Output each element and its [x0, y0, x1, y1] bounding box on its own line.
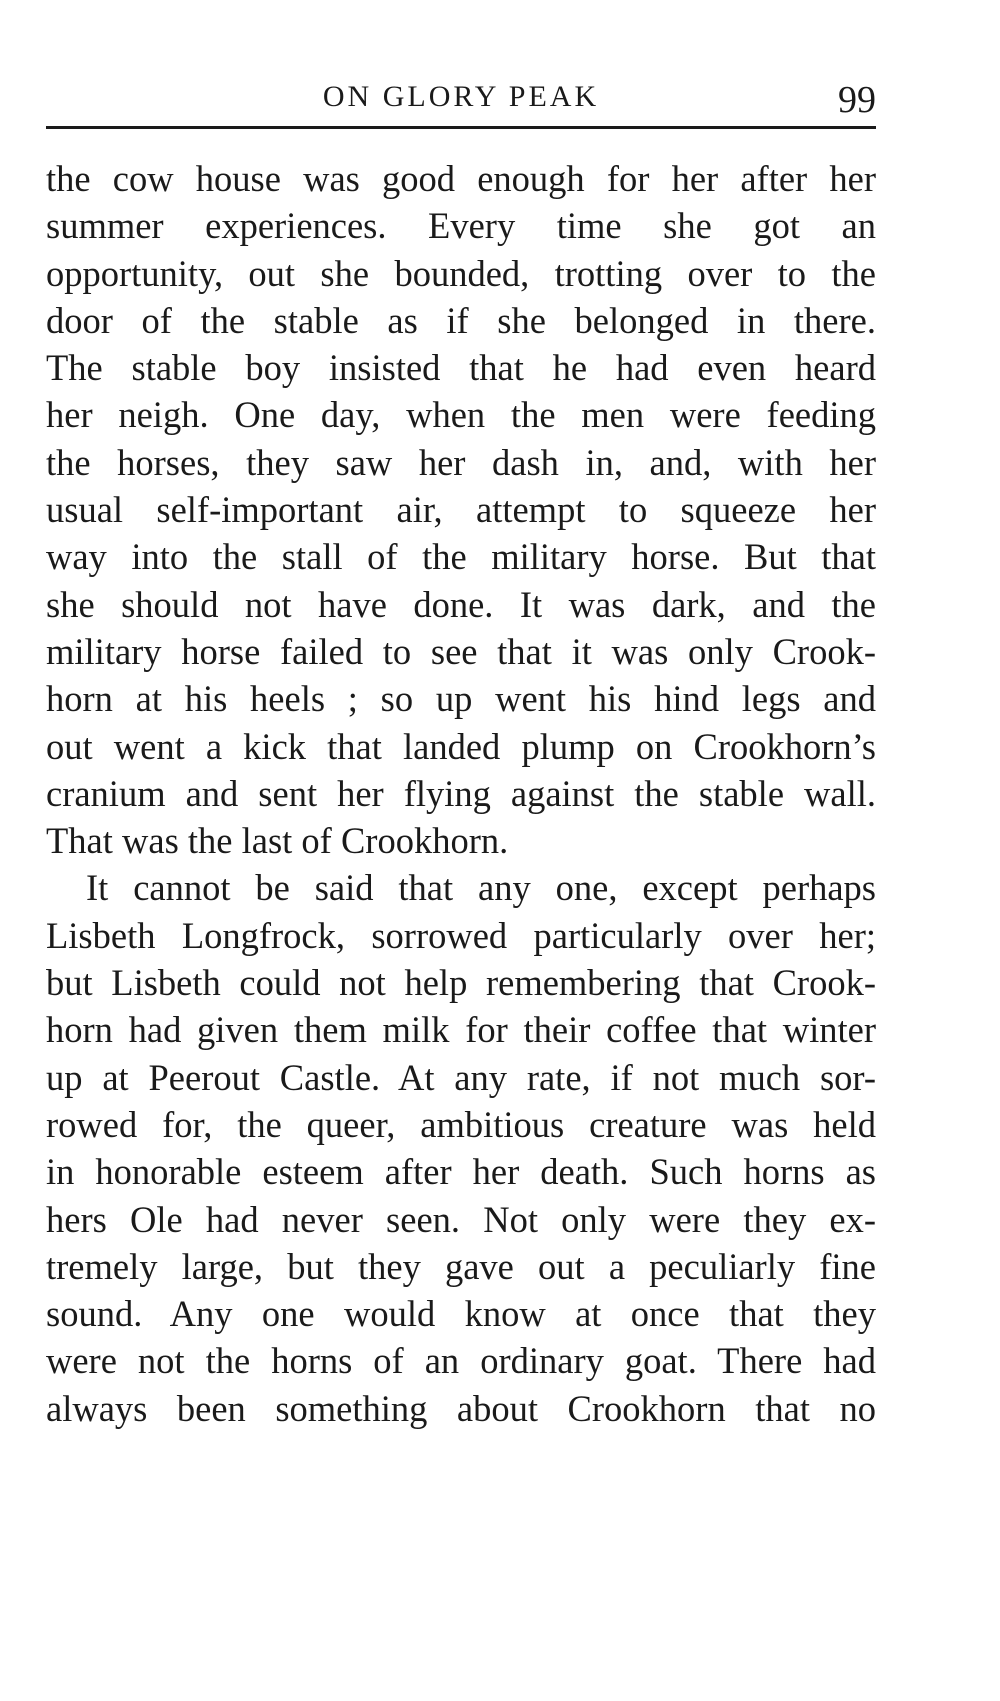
paragraph-1 [46, 155, 876, 864]
text-line: horn had given them milk for their coffee that winter [46, 1009, 876, 1051]
text-line: usual self-important air, attempt to squeeze her [46, 489, 876, 531]
text-line: That was the last of Crookhorn. [46, 820, 509, 862]
text-line: out went a kick that landed plump on Crookhorn’s [46, 725, 876, 767]
text-line: way into the stall of the military horse. But that [46, 536, 876, 578]
body-text [46, 155, 876, 1432]
text-line: military horse failed to see that it was only Crook- [46, 630, 876, 672]
text-line: tremely large, but they gave out a peculiarly fine [46, 1245, 876, 1287]
text-line: up at Peerout Castle. At any rate, if not much sor- [46, 1056, 876, 1098]
text-line: summer experiences. Every time she got an [46, 205, 876, 247]
text-line: rowed for, the queer, ambitious creature was held [46, 1103, 876, 1145]
text-line: the cow house was good enough for her after her [46, 158, 876, 199]
text-line: always been something about Crookhorn that no [46, 1387, 876, 1429]
text-line: door of the stable as if she belonged in there. [46, 299, 876, 341]
book-page [46, 60, 876, 1432]
text-line: the horses, they saw her dash in, and, with her [46, 441, 876, 483]
page-number: 99 [838, 79, 876, 121]
text-line: were not the horns of an ordinary goat. There had [46, 1340, 876, 1382]
text-line: Lisbeth Longfrock, sorrowed particularly over her; [46, 914, 876, 956]
text-line: opportunity, out she bounded, trotting over to the [46, 252, 876, 294]
text-line: she should not have done. It was dark, and the [46, 583, 876, 625]
running-title: ON GLORY PEAK [322, 80, 600, 113]
text-line: horn at his heels ; so up went his hind legs and [46, 678, 876, 720]
text-line: but Lisbeth could not help remembering that Crook- [46, 962, 876, 1004]
text-line: The stable boy insisted that he had even heard [46, 347, 876, 389]
text-line: cranium and sent her flying against the stable wall. [46, 772, 876, 814]
running-head [46, 60, 876, 129]
text-line: It cannot be said that any one, except perhaps [86, 867, 876, 909]
text-line: her neigh. One day, when the men were feeding [46, 394, 876, 436]
text-line: sound. Any one would know at once that they [46, 1293, 876, 1335]
text-line: hers Ole had never seen. Not only were they ex- [46, 1198, 876, 1240]
paragraph-2 [46, 864, 876, 1432]
text-line: in honorable esteem after her death. Such horns as [46, 1151, 876, 1193]
